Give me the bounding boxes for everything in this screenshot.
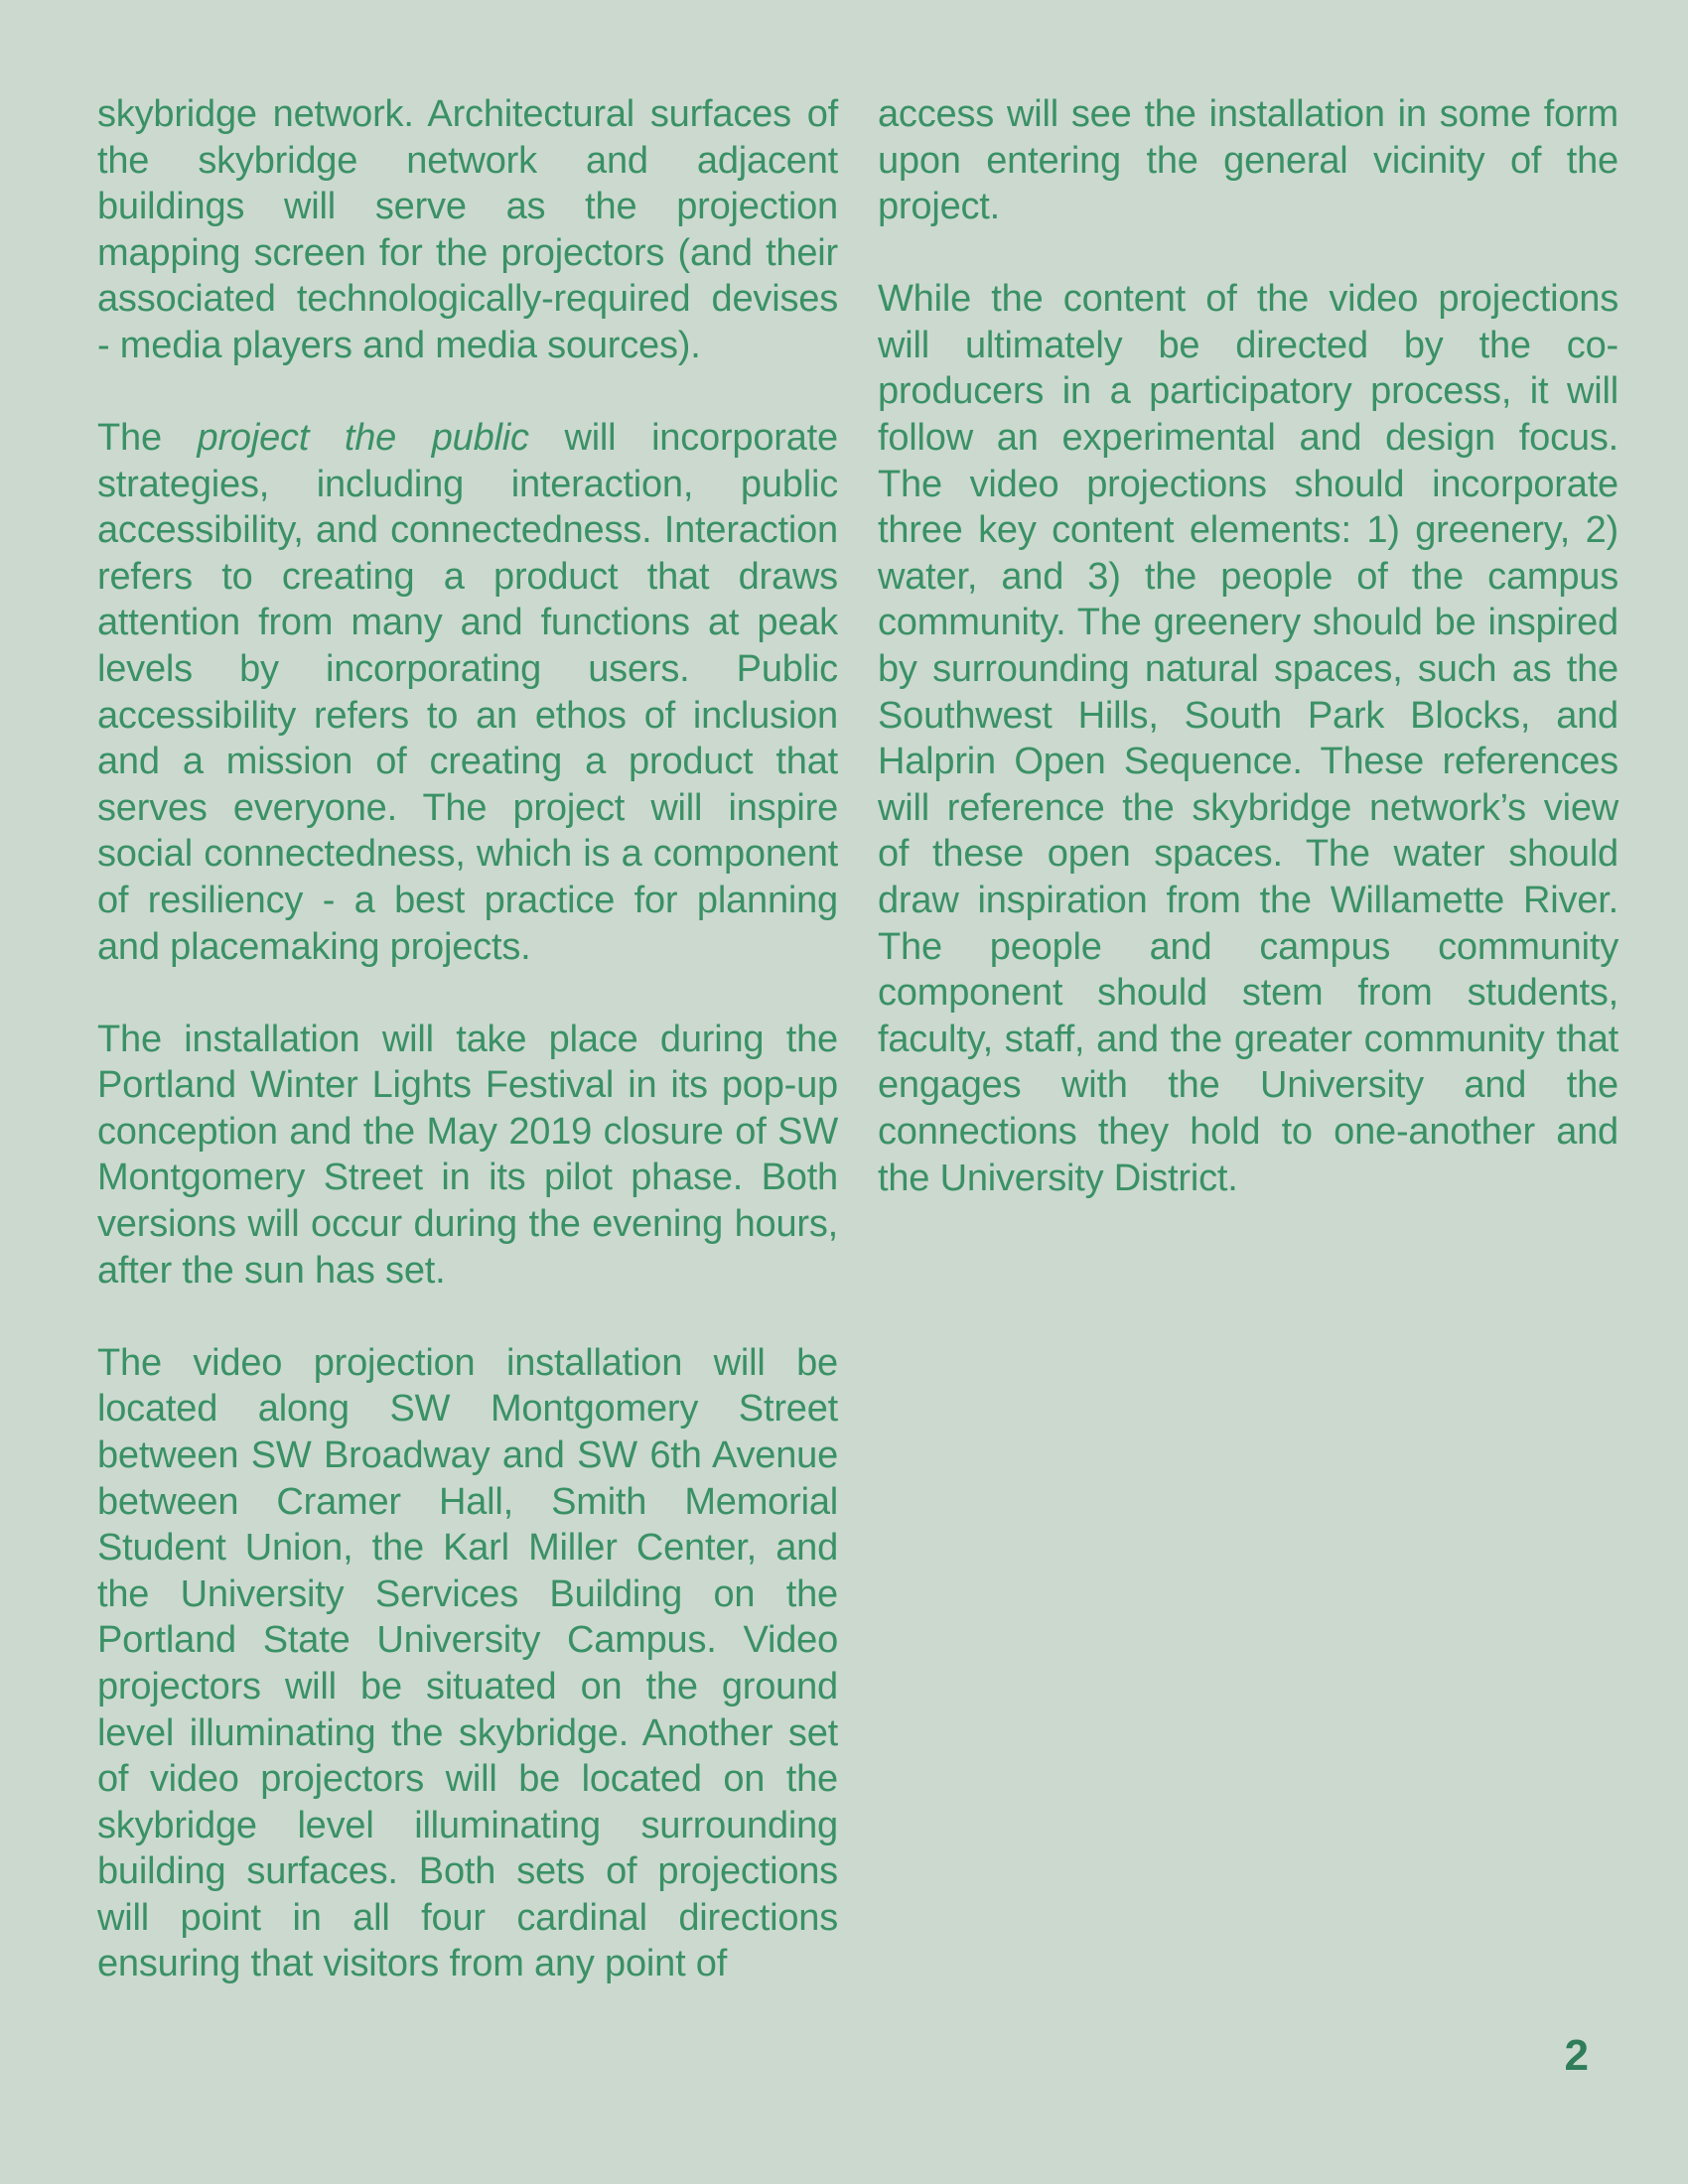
left-paragraph-2-start: The [97,417,198,460]
left-paragraph-3: The installation will take place during the Portland Winter Lights Festival in its pop-up conception and the May 2019 closure of SW Montgomery Street in its pilot phase. Both versions will occur during the evening hours, after the sun has set. [97,1018,838,1292]
right-paragraph-1: access will see the installation in some form upon entering the general vicinity of the project. [878,93,1618,228]
right-column [878,91,1618,1248]
left-paragraph-2 [97,415,838,970]
left-column [97,91,838,2034]
project-name-italic: project the public [197,417,529,460]
left-paragraph-1: skybridge network. Architectural surfaces of the skybridge network and adjacent buildings will serve as the projection mapping screen for the projectors (and their associated technologically-required devises - media players and media sources). [97,93,838,366]
page-number: 2 [1564,2031,1589,2080]
right-paragraph-2: While the content of the video projections will ultimately be directed by the co-producers in a participatory process, it will follow an experimental and design focus. The video projections should incorporate three key content elements: 1) greenery, 2) water, and 3) the people of the campus community. The greenery should be inspired by surrounding natural spaces, such as the Southwest Hills, South Park Blocks, and Halprin Open Sequence. These references will reference the skybridge network’s view of these open spaces. The water should draw inspiration from the Willamette River. The people and campus community component should stem from students, faculty, staff, and the greater community that engages with the University and the connections they hold to one-another and the University District. [878,278,1618,1199]
left-paragraph-4: The video projection installation will be located along SW Montgomery Street between SW Broadway and SW 6th Avenue between Cramer Hall, Smith Memorial Student Union, the Karl Miller Center, and the University Services Building on the Portland State University Campus. Video projectors will be situated on the ground level illuminating the skybridge. Another set of video projectors will be located on the skybridge level illuminating surrounding building surfaces. Both sets of projections will point in all four cardinal directions ensuring that visitors from any point of [97,1341,838,1985]
left-paragraph-2-rest: will incorporate strategies, including interaction, public accessibility, and connectedness. Interaction refers to creating a product that draws attention from many and functions at peak levels by incorporating users. Public accessibility refers to an ethos of inclusion and a mission of creating a product that serves everyone. The project will inspire social connectedness, which is a component of resiliency - a best practice for planning and placemaking projects. [97,417,838,968]
